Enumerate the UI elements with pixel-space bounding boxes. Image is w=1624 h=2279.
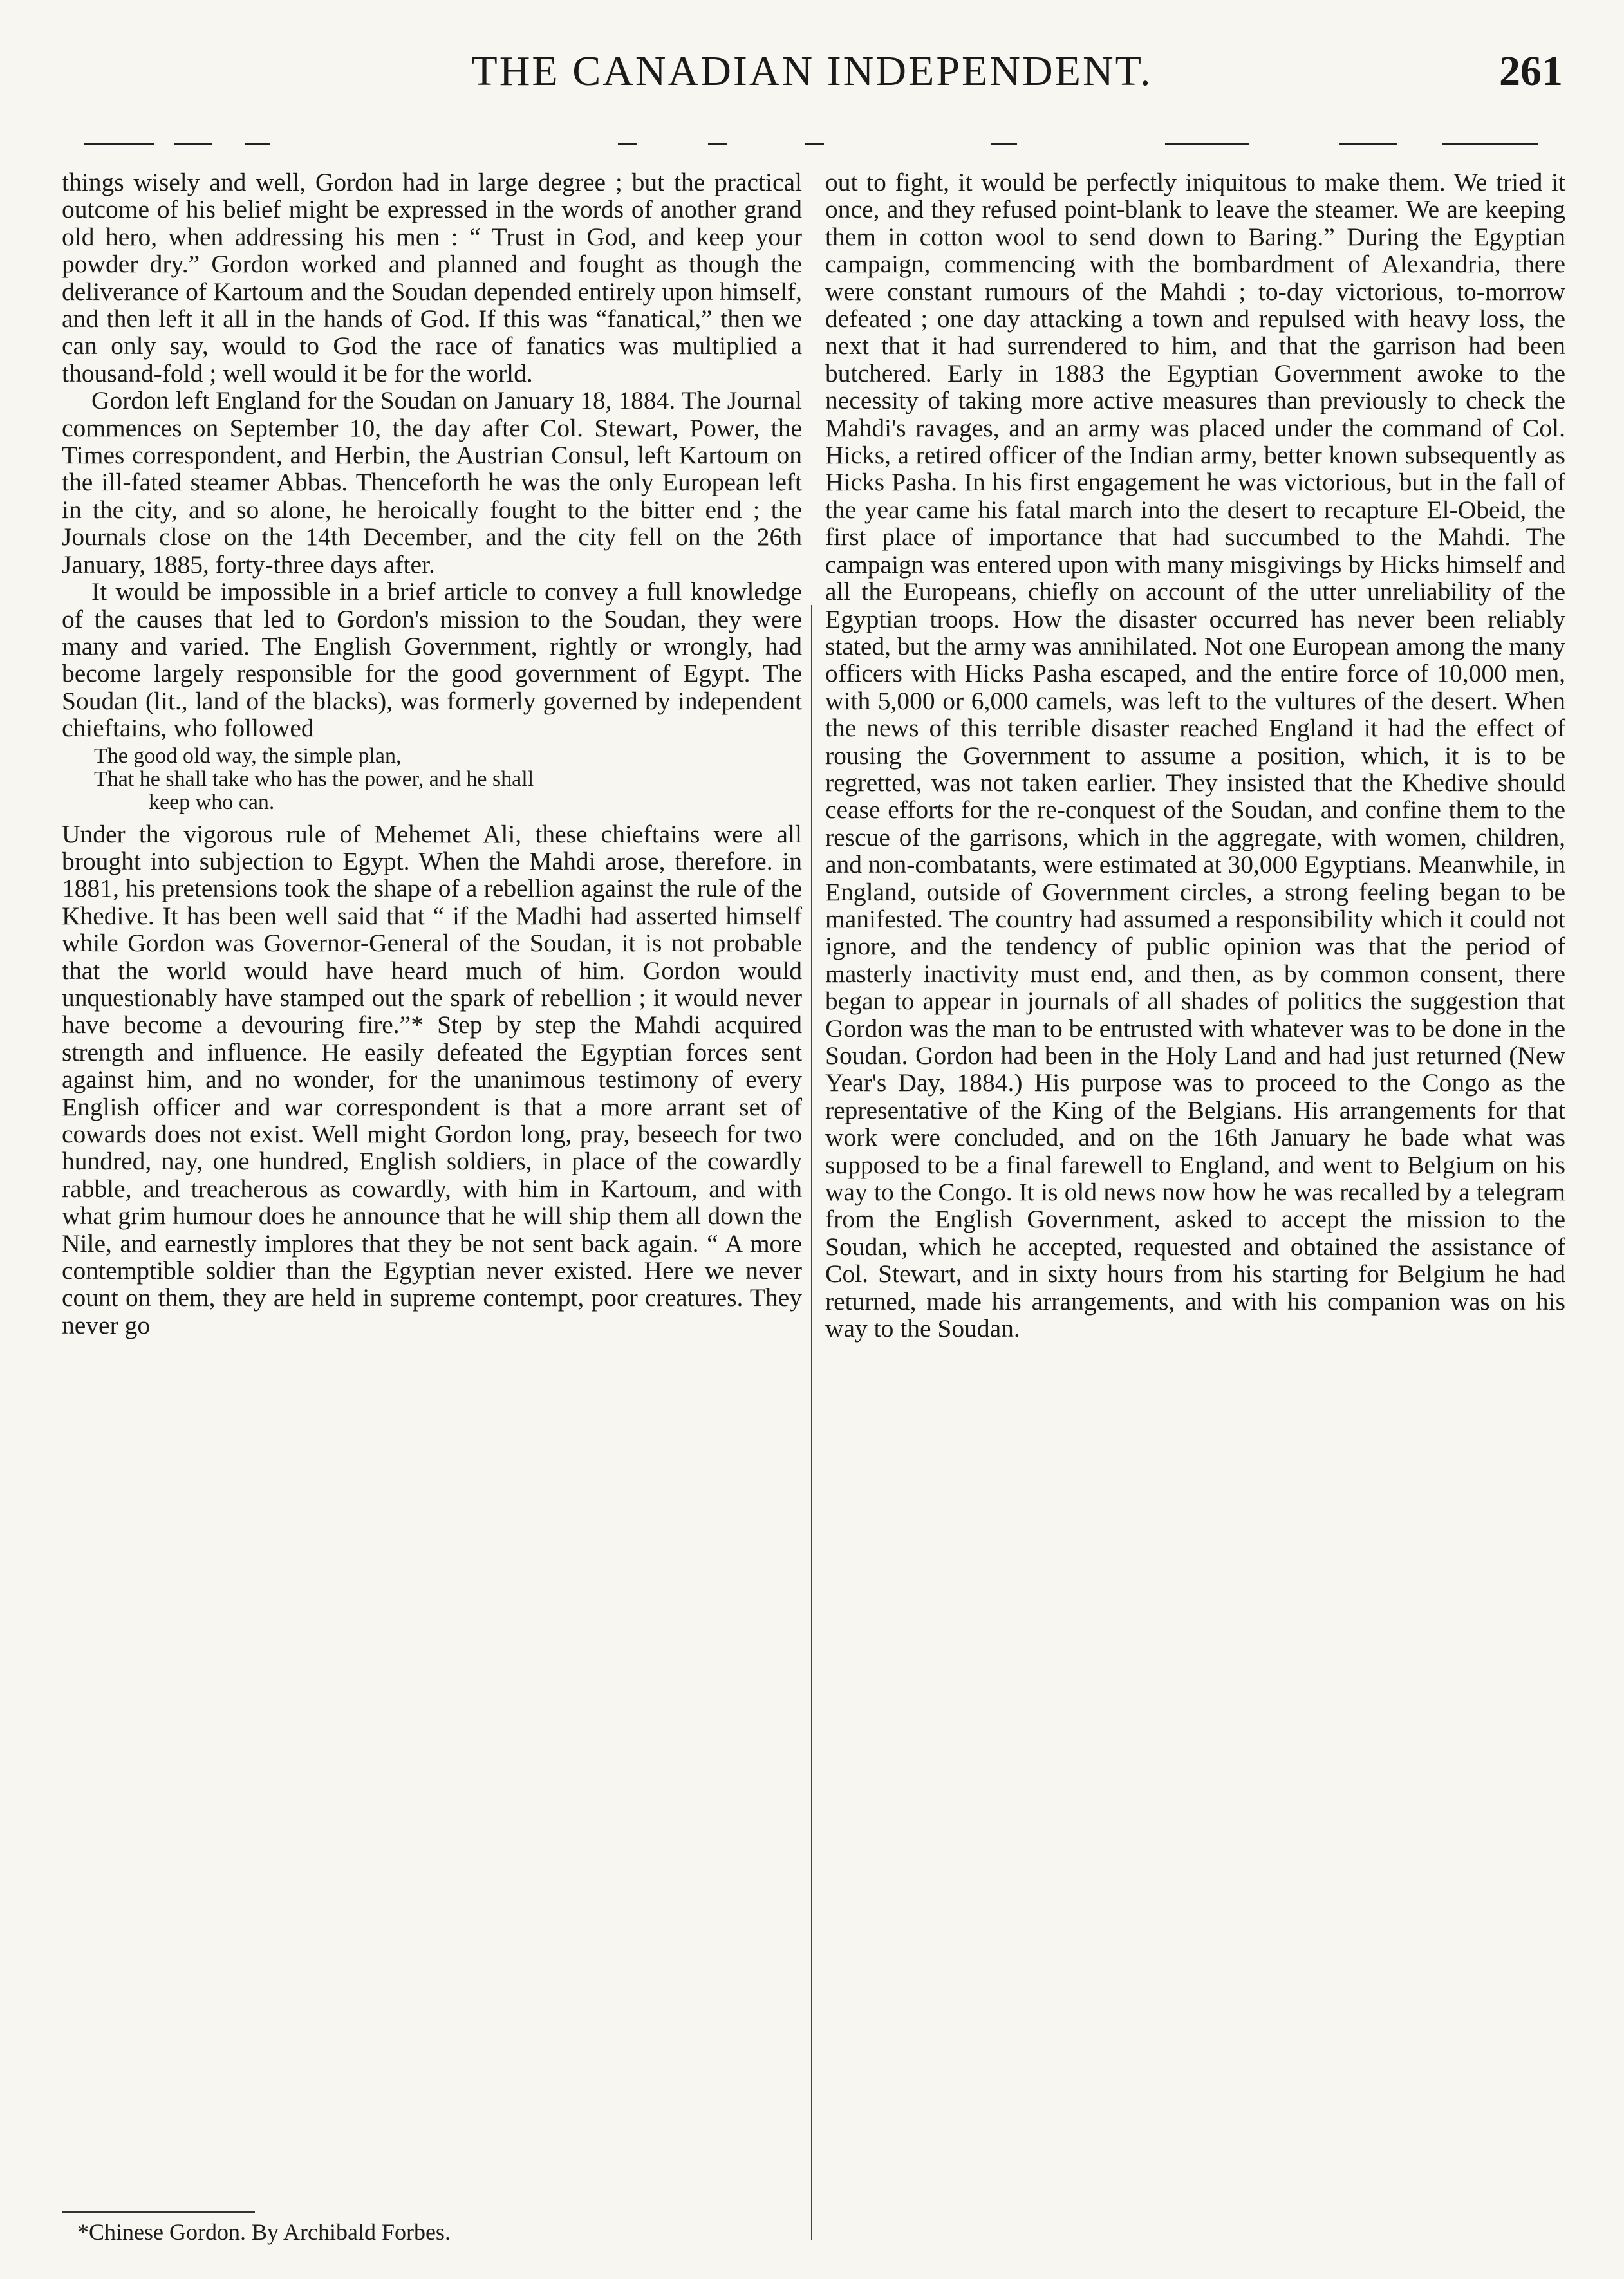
footnote: *Chinese Gordon. By Archibald Forbes. (77, 2219, 451, 2245)
paragraph: things wisely and well, Gordon had in large degree ; but the practical outcome of his belief might be expressed in the words of another grand old hero, when addressing his men : “ Trust in God, and keep your powder dry.” Gordon worked and planned and fought as though the deliverance of Kartoum and the Soudan depended entirely upon himself, and then left it all in the hands of God. If this was “fanatical,” then we can only say, would to God the race of fanatics was multiplied a thousand-fold ; well would it be for the world. (62, 168, 802, 387)
paragraph: It would be impossible in a brief article to convey a full knowledge of the causes that led to Gordon's mission to the Soudan, they were many and varied. The English Government, rightly or wrongly, had become largely responsible for the good government of Egypt. The Soudan (lit., land of the blacks), was formerly governed by independent chieftains, who followed (62, 577, 802, 743)
verse-line: keep who can. (149, 790, 275, 814)
header-rule (174, 143, 212, 145)
paragraph: Under the vigorous rule of Mehemet Ali, these chieftains were all brought into subjection to Egypt. When the Mahdi arose, therefore. in 1881, his pretensions took the shape of a rebellion against the rule of the Khedive. It has been well said that “ if the Madhi had asserted himself while Gordon was Governor-General of the Soudan, it is not probable that the world would have heard much of him. Gordon would unquestionably have stamped out the spark of rebellion ; it would never have become a devouring fire.”* Step by step the Mahdi acquired strength and influence. He easily defeated the Egyptian forces sent against him, and no wonder, for the unanimous testimony of every English officer and war correspondent is that a more arrant set of cowards does not exist. Well might Gordon long, pray, beseech for two hundred, nay, one hundred, English soldiers, in place of the cowardly rabble, and treacherous as cowardly, with him in Kartoum, and with what grim humour does he announce that he will ship them all down the Nile, and earnestly implores that they be not sent back again. “ A more contemptible soldier than the Egyptian never existed. Here we never count on them, they are held in supreme contempt, poor creatures. They never go (62, 819, 802, 1339)
footnote-rule (62, 2211, 255, 2213)
paragraph: Gordon left England for the Soudan on January 18, 1884. The Journal commences on September 10, the day after Col. Stewart, Power, the Times correspondent, and Herbin, the Austrian Consul, left Kartoum on the ill-fated steamer Abbas. Thenceforth he was the only European left in the city, and so alone, he heroically fought to the bitter end ; the Journals close on the 14th December, and the city fell on the 26th January, 1885, forty-three days after. (62, 386, 802, 579)
header-rule (991, 143, 1017, 145)
journal-title: THE CANADIAN INDEPENDENT. (471, 48, 1153, 95)
header-rule (805, 143, 824, 145)
column-divider (811, 605, 812, 2240)
header-rule (618, 143, 637, 145)
header-rule (245, 143, 270, 145)
paragraph: out to fight, it would be perfectly iniquitous to make them. We tried it once, and they refused point-blank to leave the steamer. We are keeping them in cotton wool to send down to Baring.” During the Egyptian campaign, commencing with the bombardment of Alexandria, there were constant rumours of the Mahdi ; to-day victorious, to-morrow defeated ; one day attacking a town and repulsed with heavy loss, the next that it had surrendered to him, and that the garrison had been butchered. Early in 1883 the Egyptian Government awoke to the necessity of taking more active measures than previously to check the Mahdi's ravages, and an army was placed under the command of Col. Hicks, a retired officer of the Indian army, better known subsequently as Hicks Pasha. In his first engagement he was victorious, but in the fall of the year came his fatal march into the desert to recapture El-Obeid, the first place of importance that had succumbed to the Mahdi. The campaign was entered upon with many misgivings by Hicks himself and all the Europeans, chiefly on account of the utter unreliability of the Egyptian troops. How the disaster occurred has never been reliably stated, but the army was annihilated. Not one European among the many officers with Hicks Pasha escaped, and the entire force of 10,000 men, with 5,000 or 6,000 camels, was left to the vultures of the desert. When the news of this terrible disaster reached England it had the effect of rousing the Government to assume a position, which, it is to be regretted, was not taken earlier. They insisted that the Khedive should cease efforts for the re-conquest of the Soudan, and confine them to the rescue of the garrisons, which in the aggregate, with women, children, and non-combatants, were estimated at 30,000 Egyptians. Meanwhile, in England, outside of Government circles, a strong feeling began to be manifested. The country had assumed a responsibility which it could not ignore, and the tendency of public opinion was that the period of masterly inactivity must end, and then, as by common consent, there began to appear in journals of all shades of politics the suggestion that Gordon was the man to be entrusted with whatever was to be done in the Soudan. Gordon had been in the Holy Land and had just returned (New Year's Day, 1884.) His purpose was to proceed to the Congo as the representative of the King of the Belgians. His arrangements for that work were concluded, and on the 16th January he bade what was supposed to be a final farewell to England, and went to Belgium on his way to the Congo. It is old news now how he was recalled by a telegram from the English Government, asked to accept the mission to the Soudan, which he accepted, requested and obtained the assistance of Col. Stewart, and in sixty hours from his starting for Belgium he had returned, made his arrangements, and with his companion was on his way to the Soudan. (825, 168, 1565, 1343)
page-number: 261 (1499, 48, 1563, 95)
header-rule (1339, 143, 1397, 145)
header-rule (1442, 143, 1538, 145)
page-header (0, 39, 1624, 116)
header-rule (84, 143, 154, 145)
header-rule (1165, 143, 1249, 145)
right-column (825, 169, 1565, 1342)
left-column (62, 169, 802, 1339)
verse-line: The good old way, the simple plan, (94, 743, 402, 768)
header-rule (708, 143, 727, 145)
verse-quote (62, 745, 802, 814)
verse-line: That he shall take who has the power, and he shall (94, 767, 534, 791)
